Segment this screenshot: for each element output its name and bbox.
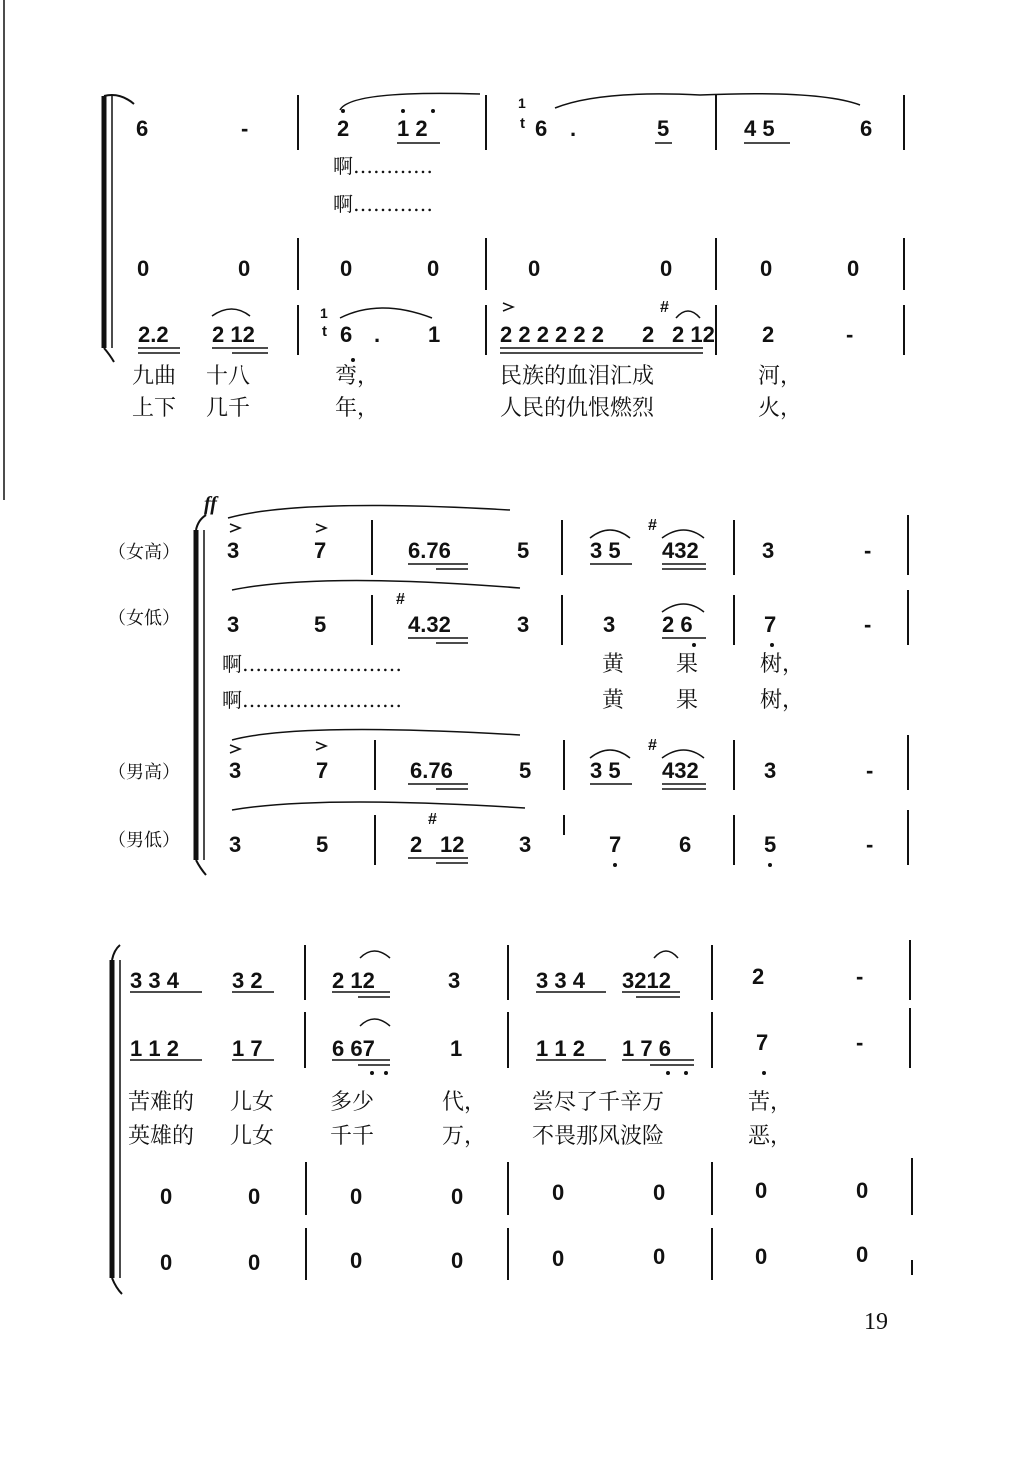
dash: - — [241, 116, 249, 141]
rest: 0 — [137, 256, 150, 281]
note-group: 2 12 — [212, 322, 255, 347]
dash: - — [866, 758, 874, 783]
sharp: # — [396, 591, 405, 608]
lyric: 万， — [442, 1124, 487, 1149]
note: 2 — [752, 964, 765, 989]
note: 6 — [860, 116, 873, 141]
note-group: 3 5 — [590, 538, 621, 563]
rest: 0 — [340, 256, 353, 281]
note: 5 — [519, 758, 532, 783]
note-group: 4 5 — [744, 116, 775, 141]
dot: . — [570, 116, 577, 141]
note-group: 2 12 — [332, 968, 375, 993]
note: 5 — [316, 832, 329, 857]
lyric: 树， — [760, 652, 805, 677]
note: 3 — [603, 612, 616, 637]
note-group: 2 2 2 2 2 2 — [500, 322, 604, 347]
lyric: 不畏那风波险 — [532, 1124, 665, 1149]
note-group: 3 3 4 — [536, 968, 585, 993]
note-group: 3 2 — [232, 968, 263, 993]
note-group: 1 7 6 — [622, 1036, 671, 1061]
note: 2 — [410, 832, 423, 857]
rest: 0 — [552, 1180, 565, 1205]
note: 1 — [450, 1036, 463, 1061]
ah-line: 啊…………………… — [222, 652, 402, 676]
dash: - — [864, 538, 872, 563]
note: 3 — [762, 538, 775, 563]
rest: 0 — [160, 1250, 173, 1275]
sharp: # — [428, 811, 437, 828]
rest: 0 — [451, 1184, 464, 1209]
dash: - — [846, 322, 854, 347]
rest: 0 — [451, 1248, 464, 1273]
lyric: 恶， — [748, 1124, 793, 1149]
lyric: 多少 — [330, 1090, 375, 1115]
note-group: 12 — [440, 832, 465, 857]
note-group: 2 6 — [662, 612, 693, 637]
rest: 0 — [350, 1184, 363, 1209]
note-group: 1 1 2 — [130, 1036, 179, 1061]
sharp: # — [648, 517, 657, 534]
note: 5 — [657, 116, 670, 141]
rest: 0 — [248, 1250, 261, 1275]
dash: - — [856, 964, 864, 989]
rest: 0 — [755, 1178, 768, 1203]
note-group: 3 3 4 — [130, 968, 179, 993]
rest: 0 — [847, 256, 860, 281]
tempo-number: 1 — [320, 305, 328, 321]
note: 3 — [227, 612, 240, 637]
note-group: 432 — [662, 538, 699, 563]
dash: - — [866, 832, 874, 857]
tempo-number: 1 — [518, 95, 526, 111]
note: 6 — [679, 832, 692, 857]
rest: 0 — [350, 1248, 363, 1273]
note-group: 3 5 — [590, 758, 621, 783]
lyric: 几千 — [206, 396, 251, 421]
note: 3 — [519, 832, 532, 857]
tempo-mark: t — [322, 323, 327, 340]
lyric: 代， — [442, 1090, 487, 1115]
rest: 0 — [552, 1246, 565, 1271]
lyric: 苦， — [748, 1090, 793, 1115]
note-group: 1 7 — [232, 1036, 263, 1061]
dot: . — [374, 322, 381, 347]
note: 5 — [517, 538, 530, 563]
voice-label-alto: （女低） — [108, 608, 180, 629]
rest: 0 — [856, 1242, 869, 1267]
note: 3 — [764, 758, 777, 783]
note-group: 1 2 — [397, 116, 428, 141]
note: 3 — [448, 968, 461, 993]
note-group: 6.76 — [408, 538, 451, 563]
rest: 0 — [238, 256, 251, 281]
lyric: 人民的仇恨燃烈 — [500, 396, 655, 421]
note-group: 2 12 — [672, 322, 715, 347]
note: 6 — [340, 322, 353, 347]
lyric: 弯， — [335, 364, 380, 389]
note: 5 — [764, 832, 777, 857]
note: 6 — [136, 116, 149, 141]
rest: 0 — [427, 256, 440, 281]
note: 2 — [762, 322, 775, 347]
dynamic-marking: ff — [204, 493, 217, 515]
ah-line: 啊…………………… — [222, 688, 402, 712]
rest: 0 — [248, 1184, 261, 1209]
note: 7 — [316, 758, 329, 783]
rest: 0 — [653, 1180, 666, 1205]
note: 6 — [535, 116, 548, 141]
note-group: 4.32 — [408, 612, 451, 637]
rest: 0 — [760, 256, 773, 281]
voice-label-tenor: （男高） — [108, 762, 180, 783]
dash: - — [864, 612, 872, 637]
note: 7 — [314, 538, 327, 563]
note: 2 — [337, 116, 350, 141]
note: 1 — [428, 322, 441, 347]
note-group: 2.2 — [138, 322, 169, 347]
note: 3 — [517, 612, 530, 637]
lyric: 黄 — [602, 688, 625, 713]
lyric: 年， — [335, 396, 380, 421]
rest: 0 — [755, 1244, 768, 1269]
ah-line: 啊………… — [333, 154, 433, 178]
note-group: 3212 — [622, 968, 671, 993]
note: 2 — [642, 322, 655, 347]
rest: 0 — [660, 256, 673, 281]
note: 3 — [229, 832, 242, 857]
tempo-mark: t — [520, 115, 525, 132]
rest: 0 — [160, 1184, 173, 1209]
note-group: 432 — [662, 758, 699, 783]
lyric: 果 — [676, 652, 699, 677]
lyric: 火， — [758, 396, 803, 421]
note: 5 — [314, 612, 327, 637]
dash: - — [856, 1030, 864, 1055]
lyric: 上下 — [132, 396, 177, 421]
lyric: 果 — [676, 688, 699, 713]
note: 3 — [229, 758, 242, 783]
note-group: 1 1 2 — [536, 1036, 585, 1061]
note-group: 6.76 — [410, 758, 453, 783]
voice-label-soprano: （女高） — [108, 542, 180, 563]
note: 7 — [609, 832, 622, 857]
note: 3 — [227, 538, 240, 563]
sharp: # — [648, 737, 657, 754]
lyric: 千千 — [330, 1124, 375, 1149]
note: 7 — [756, 1030, 769, 1055]
lyric: 尝尽了千辛万 — [532, 1090, 665, 1115]
lyric: 苦难的 — [128, 1090, 195, 1115]
lyric: 树， — [760, 688, 805, 713]
sharp: # — [660, 299, 669, 316]
lyric: 河， — [758, 364, 803, 389]
rest: 0 — [528, 256, 541, 281]
page-number: 19 — [864, 1309, 888, 1335]
lyric: 英雄的 — [128, 1124, 195, 1149]
lyric: 儿女 — [230, 1124, 275, 1149]
rest: 0 — [856, 1178, 869, 1203]
lyric: 儿女 — [230, 1090, 275, 1115]
note-group: 6 67 — [332, 1036, 375, 1061]
lyric: 十八 — [206, 364, 251, 389]
voice-label-bass: （男低） — [108, 830, 180, 851]
lyric: 九曲 — [132, 364, 177, 389]
lyric: 民族的血泪汇成 — [500, 364, 655, 389]
lyric: 黄 — [602, 652, 625, 677]
rest: 0 — [653, 1244, 666, 1269]
ah-line: 啊………… — [333, 192, 433, 216]
note: 7 — [764, 612, 777, 637]
